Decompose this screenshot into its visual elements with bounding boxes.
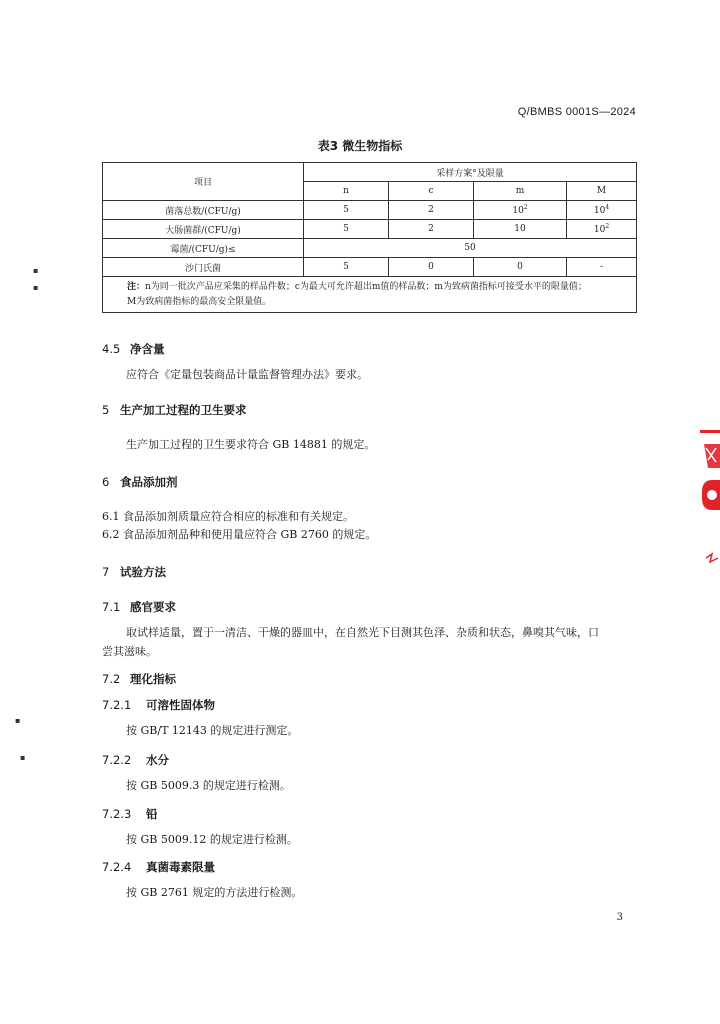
paragraph-5: 生产加工过程的卫生要求符合 GB 14881 的规定。 [126,438,376,451]
cell-c: 2 [389,220,474,239]
row-item: 菌落总数/(CFU/g) [103,201,304,220]
heading-7: 7 试验方法 [102,565,166,579]
table-note [103,277,637,313]
paragraph-7-2-3: 按 GB 5009.12 的规定进行检测。 [126,833,298,846]
heading-7-2-3: 7.2.3 铅 [102,807,158,821]
scan-mark: ▪ [20,753,26,762]
paragraph-6-1: 6.1 食品添加剂质量应符合相应的标准和有关规定。 [102,510,354,523]
heading-7-1: 7.1 感官要求 [102,600,176,614]
microbiology-table [102,162,637,313]
document-code: Q/BMBS 0001S—2024 [517,106,636,118]
scan-mark: ▪ [33,266,39,275]
table-title: 表3 微生物指标 [317,139,403,153]
cell-M: $10^2$ [567,220,637,239]
cell-merged: 50 [304,239,637,258]
header-n: n [304,182,389,201]
paragraph-7-1-line2: 尝其滋味。 [102,645,157,658]
note-line2: M为致病菌指标的最高安全限量值。 [127,296,272,307]
header-item: 项目 [103,163,304,201]
cell-n: 5 [304,220,389,239]
heading-5: 5 生产加工过程的卫生要求 [102,403,247,417]
paragraph-6-2: 6.2 食品添加剂品种和使用量应符合 GB 2760 的规定。 [102,528,377,541]
heading-7-2-4: 7.2.4 真菌毒素限量 [102,860,215,874]
paragraph-7-2-2: 按 GB 5009.3 的规定进行检测。 [126,779,291,792]
cell-c: 0 [389,258,474,277]
scan-mark: ▪ [15,716,21,725]
heading-6: 6 食品添加剂 [102,475,178,489]
heading-4-5: 4.5 净含量 [102,342,165,356]
table-row [103,220,637,239]
heading-7-2-2: 7.2.2 水分 [102,753,169,767]
paragraph-7-1-line1: 取试样适量，置于一清洁、干燥的器皿中，在自然光下目测其色泽、杂质和状态，鼻嗅其气味，口 [126,626,599,639]
header-m: m [474,182,567,201]
table-row [103,239,637,258]
header-sampling: 采样方案°及限量 [304,163,637,182]
note-label: 注： [127,281,146,292]
cell-M: $10^4$ [567,201,637,220]
table-row [103,201,637,220]
cell-m: 10 [474,220,567,239]
scan-mark: ▪ [33,283,39,292]
row-item: 大肠菌群/(CFU/g) [103,220,304,239]
cell-n: 5 [304,258,389,277]
cell-n: 5 [304,201,389,220]
page-number: 3 [616,912,623,923]
table-row [103,258,637,277]
cell-M: - [567,258,637,277]
header-M: M [567,182,637,201]
heading-7-2-1: 7.2.1 可溶性固体物 [102,698,215,712]
note-line1: n为同一批次产品应采集的样品件数；c为最大可允许超出m值的样品数；m为致病菌指标可接受水平的限量值； [145,281,587,292]
header-c: c [389,182,474,201]
cell-m: $10^2$ [474,201,567,220]
red-seal-stamp [696,430,720,570]
paragraph-7-2-4: 按 GB 2761 规定的方法进行检测。 [126,886,303,899]
paragraph-4-5: 应符合《定量包装商品计量监督管理办法》要求。 [126,368,368,381]
cell-c: 2 [389,201,474,220]
heading-7-2: 7.2 理化指标 [102,672,176,686]
paragraph-7-2-1: 按 GB/T 12143 的规定进行测定。 [126,724,299,737]
row-item: 霉菌/(CFU/g)≤ [103,239,304,258]
row-item: 沙门氏菌 [103,258,304,277]
cell-m: 0 [474,258,567,277]
